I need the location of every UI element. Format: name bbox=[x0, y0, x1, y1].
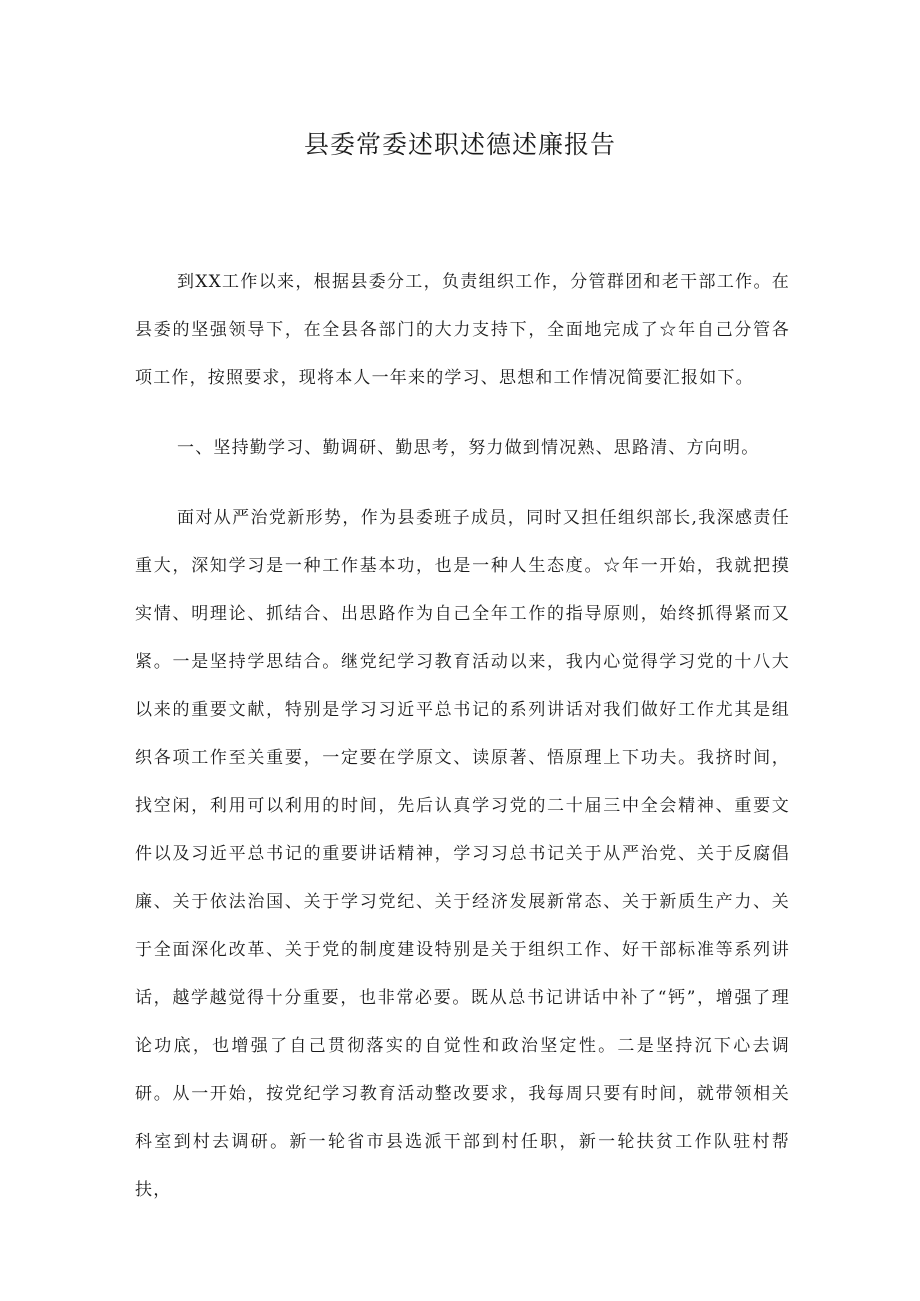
section-heading-1: 一、坚持勤学习、勤调研、勤思考，努力做到情况熟、思路清、方向明。 bbox=[177, 438, 760, 458]
document-title: 县委常委述职述德述廉报告 bbox=[303, 130, 616, 159]
paragraph-intro: 到XX工作以来，根据县委分工，负责组织工作，分管群团和老干部工作。在县委的坚强领导下，在全县各部门的大力支持下，全面地完成了☆年自己分管各项工作，按照要求，现将本人一年来的学习、思想和工作情况简要汇报如下。 bbox=[135, 272, 790, 388]
paragraph-study: 面对从严治党新形势，作为县委班子成员，同时又担任组织部长,我深感责任重大，深知学习是一种工作基本功，也是一种人生态度。☆年一开始，我就把摸实情、明理论、抓结合、出思路作为自己全年工作的指导原则，始终抓得紧而又紧。一是坚持学思结合。继党纪学习教育活动以来，我内心觉得学习党的十八大以来的重要文献，特别是学习习近平总书记的系列讲话对我们做好工作尤其是组织各项工作至关重要，一定要在学原文、读原著、悟原理上下功夫。我挤时间，找空闲，利用可以利用的时间，先后认真学习党的二十届三中全会精神、重要文件以及习近平总书记的重要讲话精神，学习习总书记关于从严治党、关于反腐倡廉、关于依法治国、关于学习党纪、关于经济发展新常态、关于新质生产力、关于全面深化改革、关于党的制度建设特别是关于组织工作、好干部标准等系列讲话，越学越觉得十分重要，也非常必要。既从总书记讲话中补了“钙”，增强了理论功底，也增强了自己贯彻落实的自觉性和政治坚定性。二是坚持沉下心去调研。从一开始，按党纪学习教育活动整改要求，我每周只要有时间，就带领相关科室到村去调研。新一轮省市县选派干部到村任职，新一轮扶贫工作队驻村帮扶， bbox=[135, 508, 790, 1200]
